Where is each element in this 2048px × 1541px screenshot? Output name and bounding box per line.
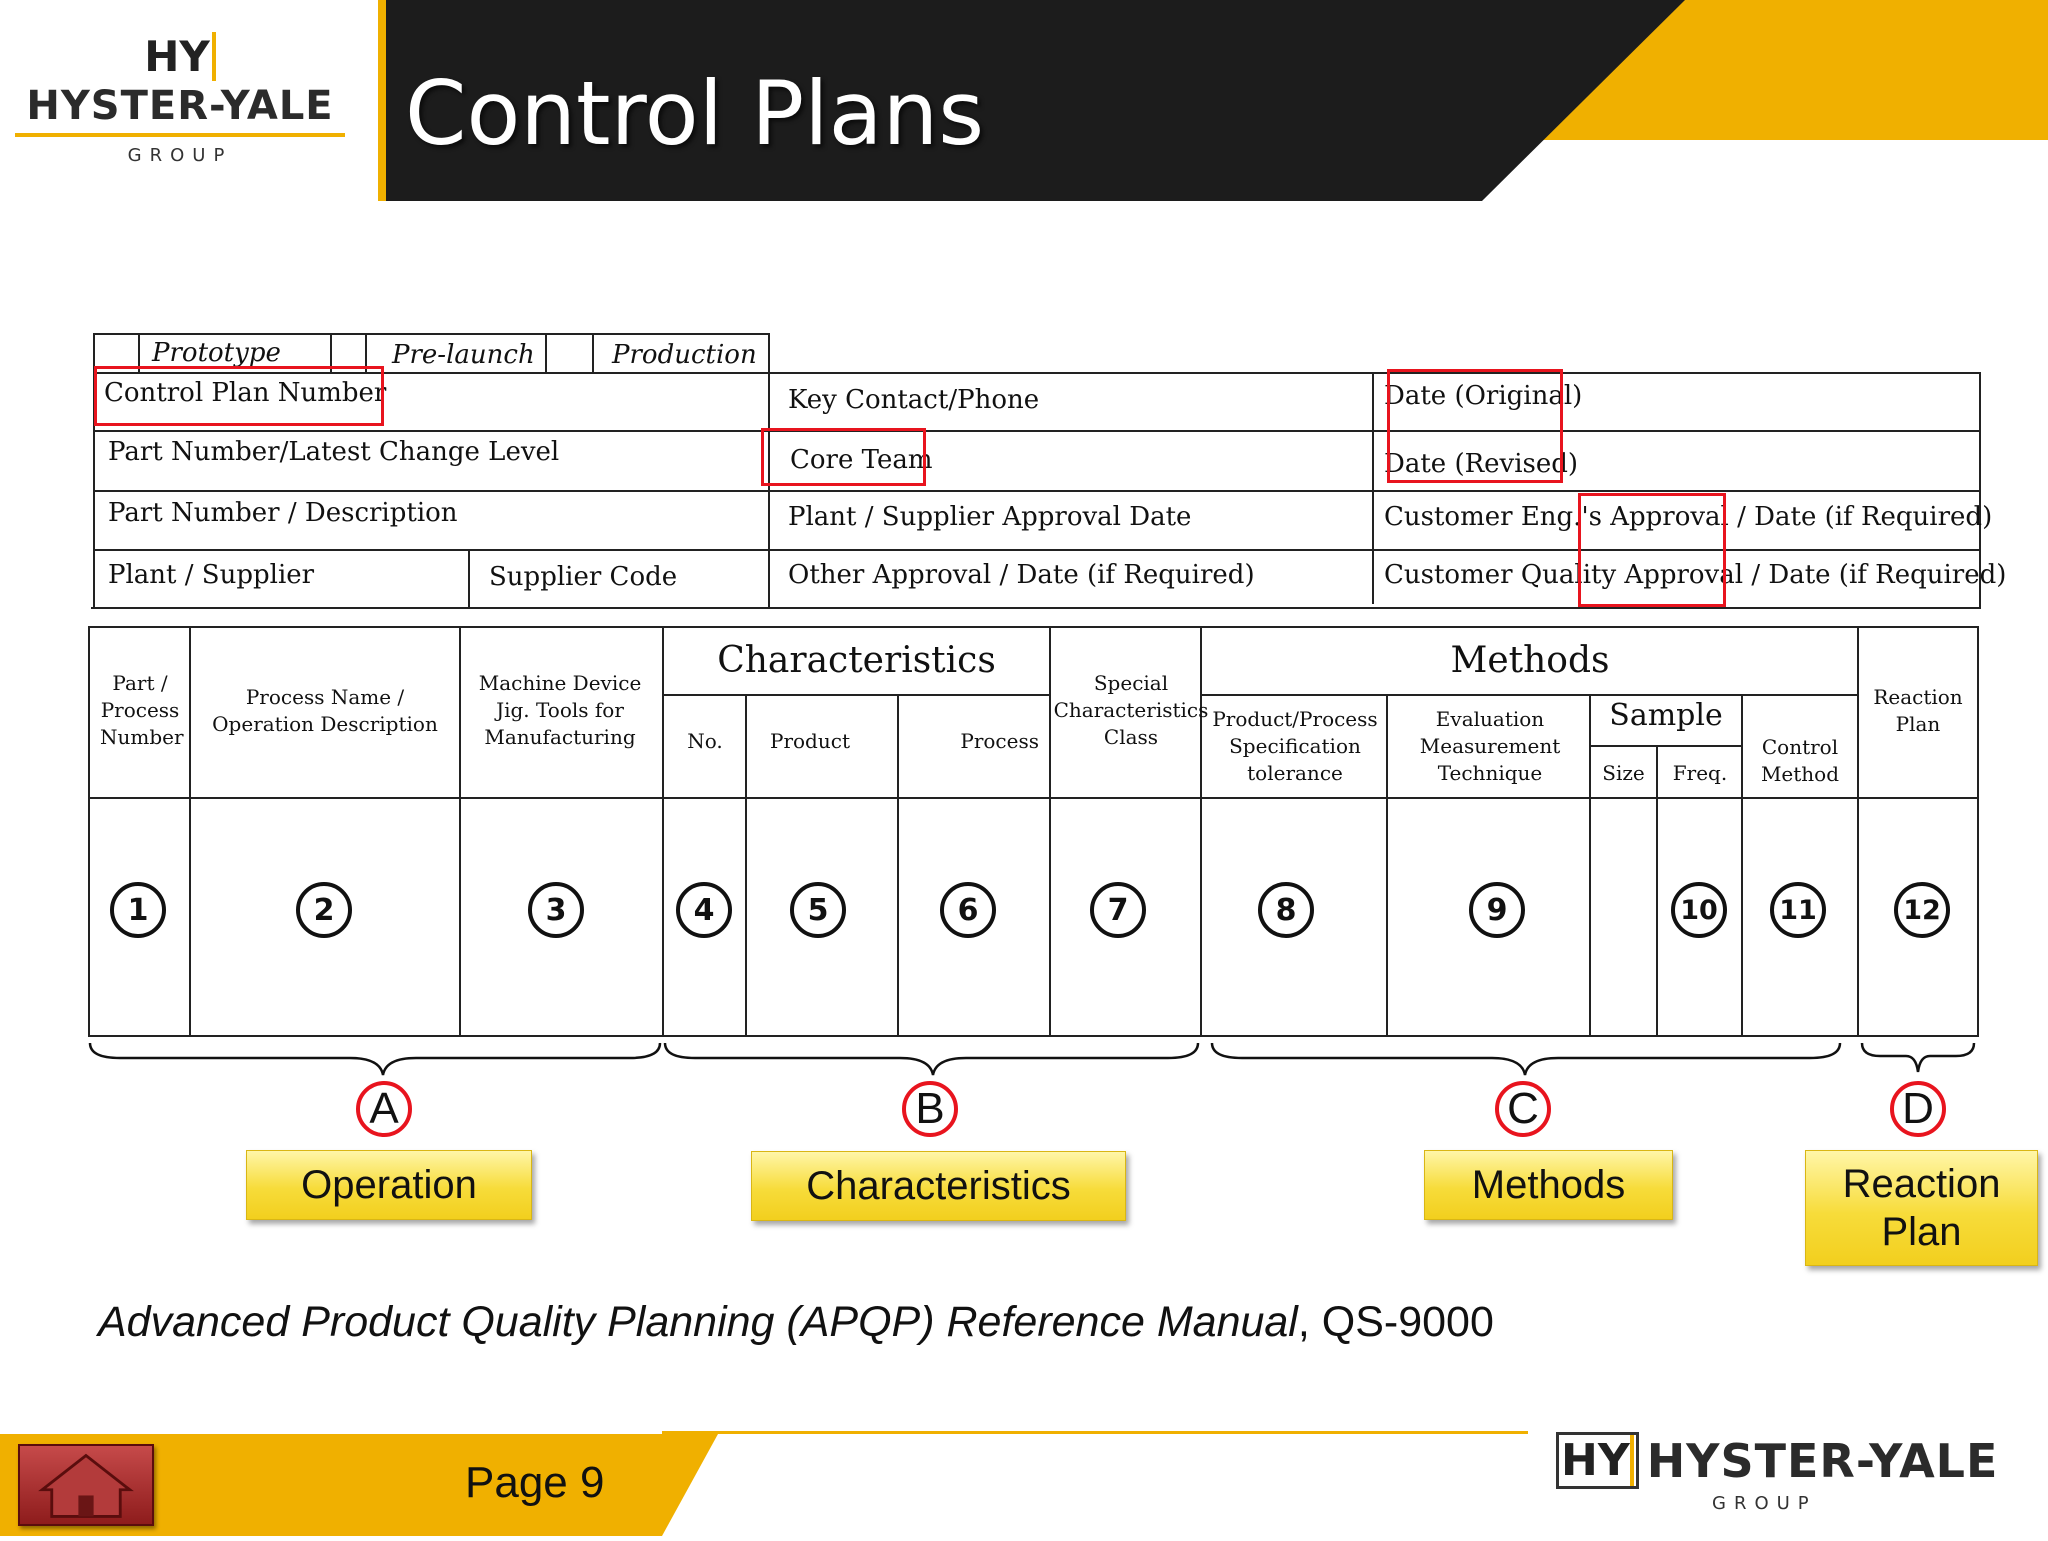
phase-pre-launch: Pre-launch [392,340,535,370]
field-customer-eng-approval: Customer Eng.'s Approval / Date (if Required) [1384,502,1993,532]
col-char-product: Product [770,729,850,753]
label-reaction-plan: Reaction Plan [1805,1150,2038,1266]
field-other-approval: Other Approval / Date (if Required) [788,560,1255,590]
page-number: Page 9 [465,1458,605,1507]
column-number-1: 1 [110,882,166,938]
citation-title: Advanced Product Quality Planning (APQP) Reference Manual [98,1298,1298,1346]
highlight-approvals [1578,493,1726,607]
brace-operation [90,1043,660,1075]
col-process-name: Process Name / Operation Description [212,685,438,736]
group-letter-d: D [1890,1081,1946,1137]
logo-group-text: GROUP [127,145,233,166]
footer-logo-group-text: GROUP [1712,1493,1817,1514]
col-control-method: Control Method [1760,735,1840,786]
brace-characteristics [665,1043,1198,1075]
hy-mark-icon: HY [144,32,216,81]
column-number-12: 12 [1894,882,1950,938]
col-group-sample: Sample [1609,698,1723,733]
highlight-core-team [761,428,926,486]
col-sample-freq: Freq. [1672,761,1728,785]
slide-title: Control Plans [405,62,985,165]
column-number-8: 8 [1258,882,1314,938]
label-characteristics: Characteristics [751,1151,1126,1221]
col-group-characteristics: Characteristics [717,640,996,681]
phase-prototype: Prototype [152,338,281,368]
company-logo [10,30,350,190]
column-number-10: 10 [1671,882,1727,938]
field-part-number-description: Part Number / Description [108,498,458,528]
phase-production: Production [612,340,757,370]
column-number-3: 3 [528,882,584,938]
column-number-2: 2 [296,882,352,938]
highlight-dates [1387,369,1563,483]
label-operation: Operation [246,1150,532,1220]
column-number-7: 7 [1090,882,1146,938]
col-reaction-plan: Reaction Plan [1873,685,1963,736]
source-citation [98,1298,1494,1347]
label-methods: Methods [1424,1150,1673,1220]
col-machine-device: Machine Device Jig. Tools for Manufacturing [478,671,642,749]
citation-suffix: , QS-9000 [1297,1298,1494,1346]
col-special-class: Special Characteristics Class [1053,671,1209,749]
home-button[interactable] [18,1444,154,1526]
logo-underline [15,133,345,137]
field-date-revised: Date (Revised) [1384,449,1579,479]
footer-hy-mark-icon: HY [1556,1432,1639,1489]
home-icon [20,1446,152,1524]
logo-wordmark: HYSTER-YALE [26,83,334,129]
brace-methods [1212,1043,1840,1075]
field-key-contact: Key Contact/Phone [788,385,1040,415]
field-plant-supplier: Plant / Supplier [108,560,315,590]
column-number-9: 9 [1469,882,1525,938]
field-supplier-code: Supplier Code [489,562,678,592]
col-char-no: No. [687,729,723,753]
field-customer-quality-approval: Customer Quality Approval / Date (if Required) [1384,560,2007,590]
col-evaluation: Evaluation Measurement Technique [1419,707,1561,785]
col-char-process: Process [960,729,1039,753]
header-divider [378,0,386,201]
field-part-number-change-level: Part Number/Latest Change Level [108,437,560,467]
col-part-process-number: Part / Process Number [100,671,184,749]
highlight-control-plan-number [94,366,387,426]
field-date-original: Date (Original) [1384,381,1583,411]
group-letter-b: B [902,1081,958,1137]
footer-logo-wordmark: HYSTER-YALE [1646,1433,1999,1488]
field-control-plan-number: Control Plan Number [104,378,387,408]
col-spec-tolerance: Product/Process Specification tolerance [1212,707,1378,785]
field-core-team: Core Team [790,445,933,475]
column-number-11: 11 [1770,882,1826,938]
column-number-5: 5 [790,882,846,938]
column-number-6: 6 [940,882,996,938]
group-letter-c: C [1495,1081,1551,1137]
brace-reaction-plan [1862,1043,1974,1072]
footer-logo [1556,1432,1999,1532]
col-group-methods: Methods [1450,640,1610,681]
field-plant-supplier-approval: Plant / Supplier Approval Date [788,502,1192,532]
group-letter-a: A [356,1081,412,1137]
col-sample-size: Size [1602,761,1645,785]
column-number-4: 4 [676,882,732,938]
